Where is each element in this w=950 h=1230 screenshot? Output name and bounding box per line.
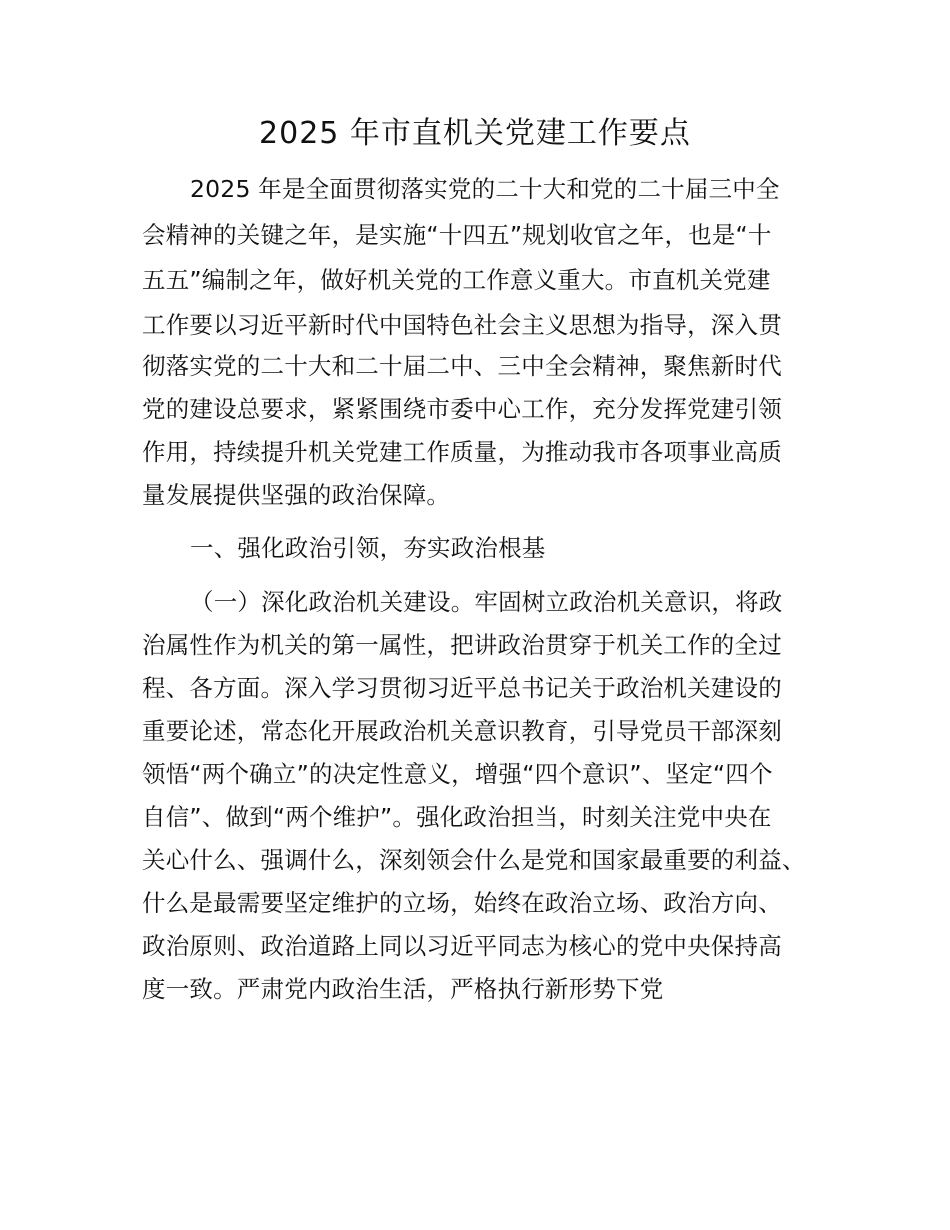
paragraph-2-line: 自信”、做到“两个维护”。强化政治担当，时刻关注党中央在 [142, 803, 772, 831]
document-title: 2025 年市直机关党建工作要点 [259, 116, 691, 151]
paragraph-2-line: 重要论述，常态化开展政治机关意识教育，引导党员干部深刻 [142, 717, 782, 745]
paragraph-1-line: 五五”编制之年，做好机关党的工作意义重大。市直机关党建 [142, 266, 771, 294]
paragraph-1-line: 作用，持续提升机关党建工作质量，为推动我市各项事业高质 [142, 438, 782, 466]
paragraph-2-line: 关心什么、强调什么，深刻领会什么是党和国家最重要的利益、 [142, 846, 806, 874]
section-heading: 一、强化政治引领，夯实政治根基 [190, 534, 546, 562]
paragraph-1-line: 党的建设总要求，紧紧围绕市委中心工作，充分发挥党建引领 [142, 395, 782, 423]
paragraph-1-line: 会精神的关键之年，是实施“十四五”规划收官之年，也是“十 [142, 221, 772, 249]
paragraph-1-line: 2025 年是全面贯彻落实党的二十大和党的二十届三中全 [190, 175, 780, 203]
paragraph-2-line: 政治原则、政治道路上同以习近平同志为核心的党中央保持高 [142, 932, 782, 960]
paragraph-2-line: 度一致。严肃党内政治生活，严格执行新形势下党 [142, 975, 664, 1003]
paragraph-1-line: 彻落实党的二十大和二十届二中、三中全会精神，聚焦新时代 [142, 352, 782, 380]
paragraph-1-line: 工作要以习近平新时代中国特色社会主义思想为指导，深入贯 [142, 311, 782, 339]
paragraph-2-line: 程、各方面。深入学习贯彻习近平总书记关于政治机关建设的 [142, 674, 782, 702]
paragraph-2-line: （一）深化政治机关建设。牢固树立政治机关意识，将政 [190, 588, 783, 616]
paragraph-2-line: 什么是最需要坚定维护的立场，始终在政治立场、政治方向、 [142, 889, 782, 917]
paragraph-2-line: 领悟“两个确立”的决定性意义，增强“四个意识”、坚定“四个 [142, 760, 773, 788]
paragraph-2-line: 治属性作为机关的第一属性，把讲政治贯穿于机关工作的全过 [142, 631, 782, 659]
paragraph-1-line: 量发展提供坚强的政治保障。 [142, 481, 451, 509]
